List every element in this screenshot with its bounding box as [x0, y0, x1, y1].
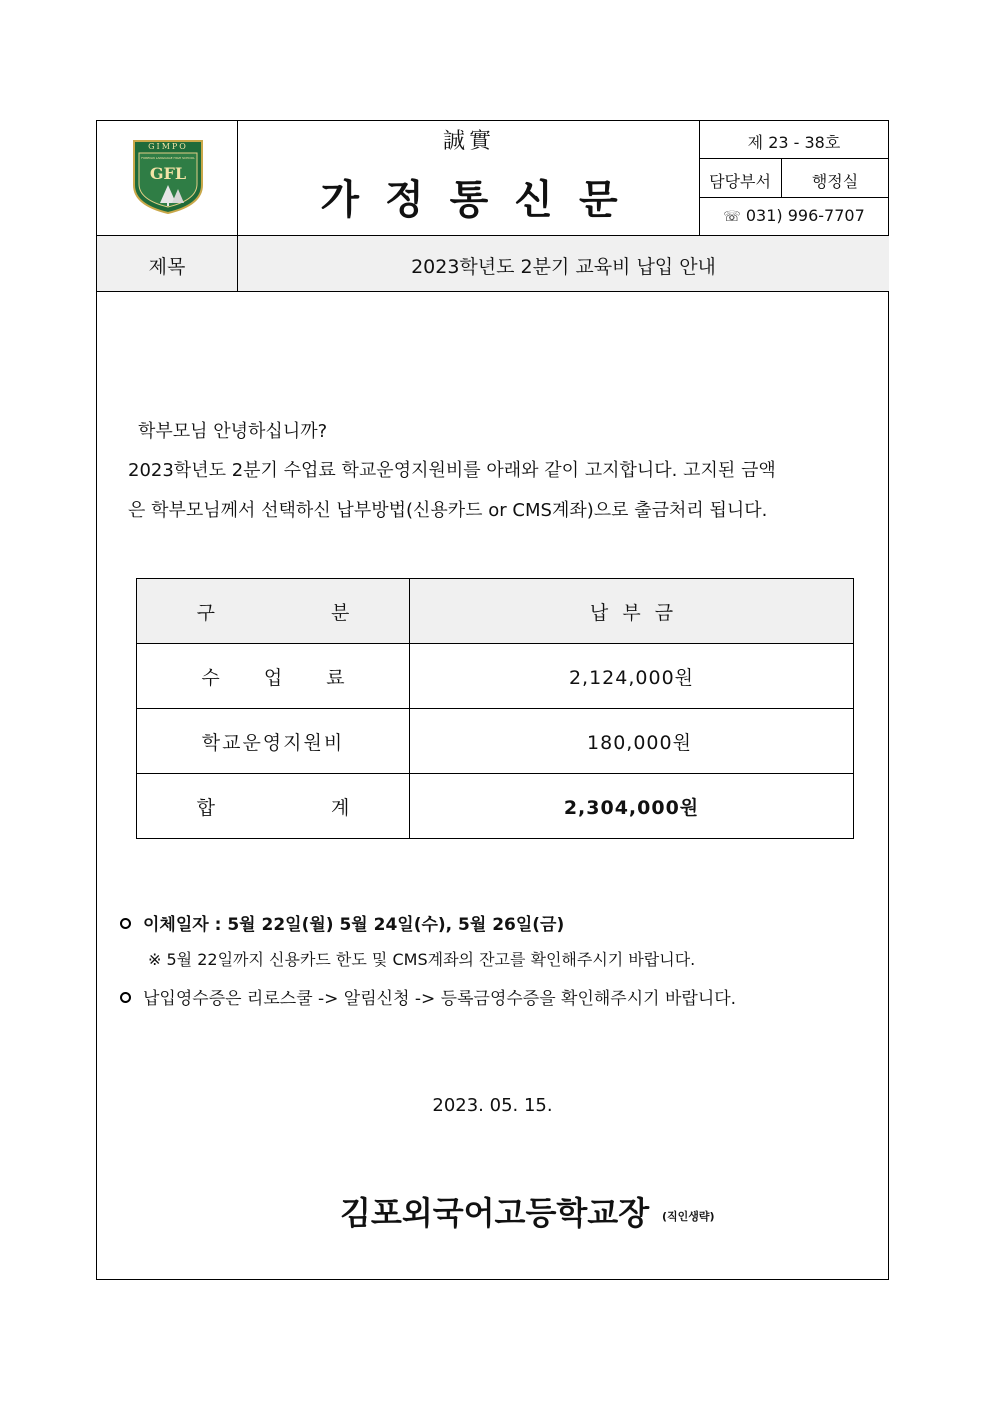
tuition-label: 수 업 료	[201, 666, 345, 689]
info-row-divider-2	[699, 197, 889, 198]
fee-row-total	[137, 774, 854, 839]
header-amount-text: 납 부 금	[589, 601, 674, 624]
fee-row-tuition	[137, 644, 854, 709]
fee-table	[136, 578, 854, 839]
debit-dates: 이체일자 : 5월 22일(월) 5월 24일(수), 5월 26일(금)	[143, 915, 565, 935]
document-title: 가정통신문	[320, 177, 644, 223]
circle-bullet-icon	[120, 992, 131, 1003]
subject-label: 제목	[148, 256, 186, 278]
logo-letters: GFL	[149, 164, 187, 183]
receipt-line	[120, 984, 736, 1009]
principal-name: 김포외국어고등학교장	[340, 1194, 650, 1232]
total-amount: 2,304,000원	[563, 796, 700, 819]
greeting: 학부모님 안녕하십니까?	[138, 421, 328, 442]
tuition-amount-cell	[410, 644, 854, 709]
tuition-amount: 2,124,000원	[568, 666, 695, 689]
fee-table-header-row	[137, 579, 854, 644]
body-line-2: 은 학부모님께서 선택하신 납부방법(신용카드 or CMS계좌)으로 출금처리 됩니다.	[128, 500, 768, 521]
header-category-text: 구 분	[196, 601, 350, 624]
circle-bullet-icon	[120, 918, 131, 929]
subject-title: 2023학년도 2분기 교육비 납입 안내	[411, 256, 716, 278]
debit-dates-line	[120, 910, 564, 935]
header-amount	[410, 579, 854, 644]
issue-date: 2023. 05. 15.	[432, 1095, 553, 1116]
logo-top-text: GIMPO	[148, 142, 188, 151]
body-line-1: 2023학년도 2분기 수업료 학교운영지원비를 아래와 같이 고지합니다. 고지된 금액	[128, 460, 776, 481]
dept-label: 담당부서	[709, 172, 771, 191]
total-amount-cell	[410, 774, 854, 839]
school-logo	[130, 139, 206, 215]
header-category	[137, 579, 410, 644]
seal-note: (직인생략)	[662, 1210, 715, 1223]
tuition-label-cell	[137, 644, 410, 709]
total-label: 합 계	[196, 796, 350, 819]
motto: 誠實	[442, 129, 495, 154]
support-label-cell	[137, 709, 410, 774]
support-label: 학교운영지원비	[201, 731, 345, 754]
phone-line	[699, 206, 889, 225]
telephone-icon: ☏	[723, 209, 741, 225]
info-row-divider-1	[699, 158, 889, 159]
logo-sub-text: FOREIGN LANGUAGE HIGH SCHOOL	[141, 156, 195, 160]
support-amount: 180,000원	[587, 731, 692, 754]
issue-number: 제 23 - 38호	[747, 133, 841, 152]
fee-row-support	[137, 709, 854, 774]
dept-value: 행정실	[811, 172, 859, 191]
total-label-cell	[137, 774, 410, 839]
subject-divider	[96, 291, 889, 292]
debit-sub-note: ※ 5월 22일까지 신용카드 한도 및 CMS계좌의 잔고를 확인해주시기 바랍니다.	[148, 950, 696, 969]
support-amount-cell	[410, 709, 854, 774]
receipt-note: 납입영수증은 리로스쿨 -> 알림신청 -> 등록금영수증을 확인해주시기 바랍니다.	[143, 989, 737, 1009]
phone-number: 031) 996-7707	[745, 206, 865, 225]
